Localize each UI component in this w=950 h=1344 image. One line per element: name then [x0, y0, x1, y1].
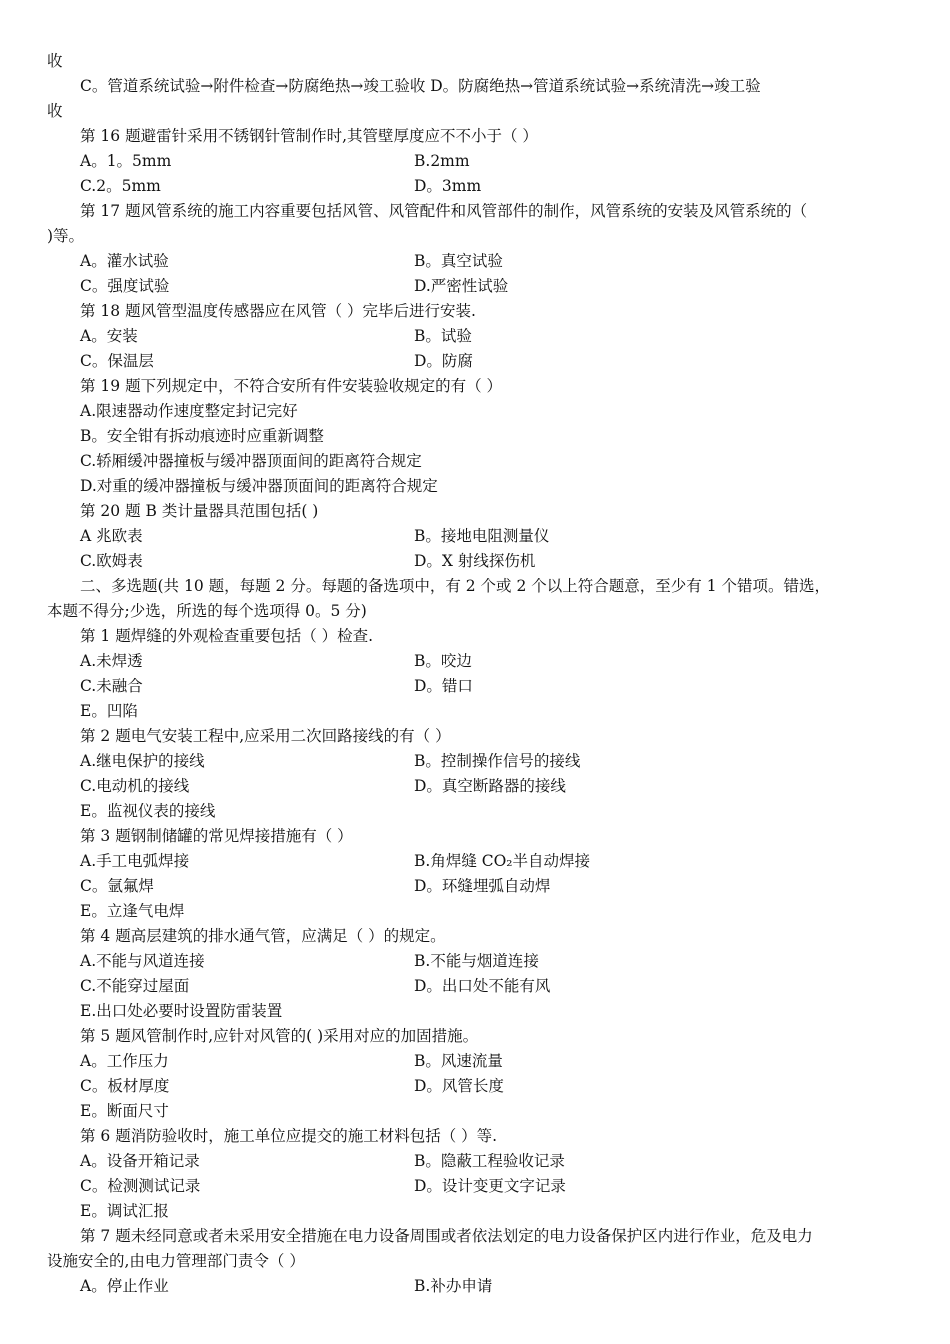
text-line: D.严密性试验 [414, 277, 509, 295]
text-line: 第 18 题风管型温度传感器应在风管（ ）完毕后进行安装. [80, 302, 476, 320]
text-line: C。氩氟焊 [80, 877, 154, 895]
text-line: A。1。5mm [80, 152, 172, 170]
text-line: 第 1 题焊缝的外观检查重要包括（ ）检查. [80, 627, 374, 645]
text-line: E。调试汇报 [80, 1202, 169, 1220]
text-line: B。真空试验 [414, 252, 503, 270]
text-line: A.限速器动作速度整定封记完好 [80, 402, 298, 420]
text-line: B。风速流量 [414, 1052, 503, 1070]
text-line: C。管道系统试验→附件检查→防腐绝热→竣工验收 D。防腐绝热→管道系统试验→系统清洗→竣工验 [80, 77, 761, 95]
text-line: D。3mm [414, 177, 482, 195]
text-line: E。立逢气电焊 [80, 902, 185, 920]
text-line: A。安装 [80, 327, 138, 345]
text-line: B。接地电阻测量仪 [414, 527, 550, 545]
text-line: 第 16 题避雷针采用不锈钢针管制作时,其管壁厚度应不不小于（ ） [80, 127, 538, 145]
text-line: C。强度试验 [80, 277, 170, 295]
text-line: C。检测测试记录 [80, 1177, 201, 1195]
text-line: C。板材厚度 [80, 1077, 170, 1095]
text-line: E.出口处必要时设置防雷装置 [80, 1002, 283, 1020]
text-line: D。设计变更文字记录 [414, 1177, 566, 1195]
text-line: 二、多选题(共 10 题，每题 2 分。每题的备选项中，有 2 个或 2 个以上符合题意，至少有 1 个错项。错选， [80, 577, 830, 595]
text-line: A.继电保护的接线 [80, 752, 205, 770]
text-line: 本题不得分;少选，所选的每个选项得 0。5 分) [47, 602, 367, 620]
text-line: 第 19 题下列规定中，不符合安所有件安装验收规定的有（ ） [80, 377, 503, 395]
text-line: D.对重的缓冲器撞板与缓冲器顶面间的距离符合规定 [80, 477, 438, 495]
text-line: C。保温层 [80, 352, 154, 370]
text-line: A。工作压力 [80, 1052, 169, 1070]
text-line: E。断面尺寸 [80, 1102, 169, 1120]
text-line: D。错口 [414, 677, 473, 695]
text-line: B.补办申请 [414, 1277, 493, 1295]
text-line: C.2。5mm [80, 177, 161, 195]
text-line: D。真空断路器的接线 [414, 777, 566, 795]
text-line: 收 [47, 102, 63, 120]
text-line: B.角焊缝 CO₂半自动焊接 [414, 852, 591, 870]
text-line: 第 4 题高层建筑的排水通气管，应满足（ ）的规定。 [80, 927, 446, 945]
text-line: A.未焊透 [80, 652, 143, 670]
text-line: E。凹陷 [80, 702, 138, 720]
text-line: B。控制操作信号的接线 [414, 752, 581, 770]
text-line: 第 6 题消防验收时，施工单位应提交的施工材料包括（ ）等. [80, 1127, 498, 1145]
text-line: B.2mm [414, 152, 470, 170]
text-line: D。环缝埋弧自动焊 [414, 877, 551, 895]
text-line: 第 17 题风管系统的施工内容重要包括风管、风管配件和风管部件的制作，风管系统的安装及风管系统的（ [80, 202, 808, 220]
text-line: A。设备开箱记录 [80, 1152, 200, 1170]
text-line: 第 7 题未经同意或者未采用安全措施在电力设备周围或者依法划定的电力设备保护区内进行作业，危及电力 [80, 1227, 813, 1245]
text-line: C.欧姆表 [80, 552, 143, 570]
text-line: A 兆欧表 [80, 527, 143, 545]
text-line: C.轿厢缓冲器撞板与缓冲器顶面间的距离符合规定 [80, 452, 422, 470]
text-line: C.未融合 [80, 677, 143, 695]
text-line: D。X 射线探伤机 [414, 552, 536, 570]
text-line: 收 [47, 52, 63, 70]
text-line: )等。 [47, 227, 85, 245]
text-line: 第 20 题 B 类计量器具范围包括( ) [80, 502, 319, 520]
text-line: B。安全钳有拆动痕迹时应重新调整 [80, 427, 324, 445]
text-line: B。咬边 [414, 652, 472, 670]
text-line: 设施安全的,由电力管理部门责令（ ） [47, 1252, 305, 1270]
text-line: A.不能与风道连接 [80, 952, 205, 970]
text-line: D。防腐 [414, 352, 473, 370]
text-line: A。停止作业 [80, 1277, 169, 1295]
text-line: 第 2 题电气安装工程中,应采用二次回路接线的有（ ） [80, 727, 451, 745]
text-line: D。风管长度 [414, 1077, 504, 1095]
text-line: C.不能穿过屋面 [80, 977, 190, 995]
text-line: C.电动机的接线 [80, 777, 190, 795]
text-line: 第 5 题风管制作时,应针对风管的( )采用对应的加固措施。 [80, 1027, 479, 1045]
text-line: 第 3 题钢制储罐的常见焊接措施有（ ） [80, 827, 353, 845]
text-line: A。灌水试验 [80, 252, 169, 270]
text-line: B.不能与烟道连接 [414, 952, 539, 970]
text-line: B。隐蔽工程验收记录 [414, 1152, 565, 1170]
text-line: E。监视仪表的接线 [80, 802, 216, 820]
text-line: A.手工电弧焊接 [80, 852, 190, 870]
text-line: B。试验 [414, 327, 472, 345]
text-line: D。出口处不能有风 [414, 977, 551, 995]
